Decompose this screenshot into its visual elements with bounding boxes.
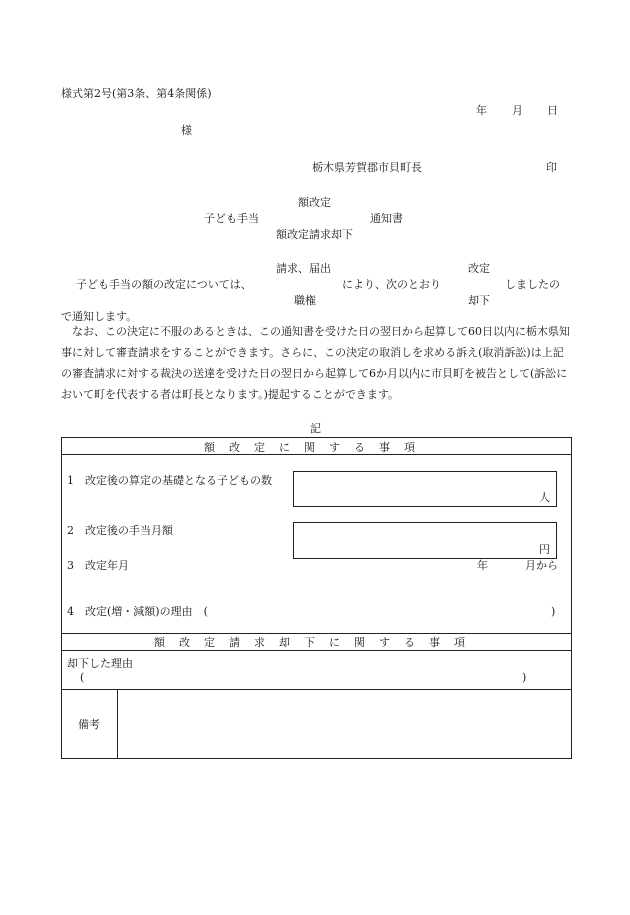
divider [62,650,571,651]
remarks-field[interactable] [118,690,571,758]
body-option2-bottom: 却下 [468,294,490,307]
body-option1-bottom: 職権 [294,294,316,307]
body-text-part2: により、次のとおり [342,278,441,291]
form-number: 様式第2号(第3条、第4条関係) [61,87,212,100]
date-month: 月 [512,104,523,117]
body-text-part4: で通知します。 [61,310,138,323]
item4-close-paren: ) [551,605,556,618]
title-right: 通知書 [370,212,403,225]
section2-header: 額改定請求却下に関する事項 [154,636,479,649]
item1-label: 1 改定後の算定の基礎となる子どもの数 [67,474,272,487]
children-count-unit: 人 [539,491,550,504]
body-option2-top: 改定 [468,262,490,275]
date-day: 日 [547,104,558,117]
body-option1-top: 請求、届出 [276,262,331,275]
appeal-notice: なお、この決定に不服のあるときは、この通知書を受けた日の翌日から起算して60日以内に栃木県知事に対して審査請求をすることができます。さらに、この決定の取消しを求める訴え(取消訴訟)は上記の審査請求に対する裁決の送達を受けた日の翌日から起算して6か月以内に市貝町を被告として(訴訟において町を代表する者は町長となります。)提起することができます。 [61,325,570,401]
rejection-reason-label: 却下した理由 [67,657,133,670]
revision-month-unit: 月から [525,559,558,572]
title-left: 子ども手当 [204,212,259,225]
title-option-bottom: 額改定請求却下 [276,228,353,241]
item3-label: 3 改定年月 [67,559,129,572]
details-table [61,437,572,759]
body-text-part3: しましたの [505,278,560,291]
children-count-field[interactable] [293,471,557,507]
item2-label: 2 改定後の手当月額 [67,524,173,537]
remarks-label: 備考 [78,718,100,731]
revision-year-unit: 年 [477,559,488,572]
seal-mark: 印 [546,161,557,174]
rejection-reason-open-paren: ( [80,671,85,684]
ki-heading: 記 [310,422,321,435]
rejection-reason-close-paren: ) [522,671,527,684]
body-text-part1: 子ども手当の額の改定については、 [76,278,252,291]
title-option-top: 額改定 [298,196,331,209]
divider [62,454,571,455]
recipient-honorific: 様 [181,124,192,137]
divider [62,633,571,634]
issuer-name: 栃木県芳賀郡市貝町長 [312,161,422,174]
section1-header: 額改定に関する事項 [204,441,429,454]
item4-label: 4 改定(増・減額)の理由 ( [67,605,208,618]
monthly-amount-unit: 円 [539,543,550,556]
monthly-amount-field[interactable] [293,522,557,559]
date-year: 年 [476,104,487,117]
